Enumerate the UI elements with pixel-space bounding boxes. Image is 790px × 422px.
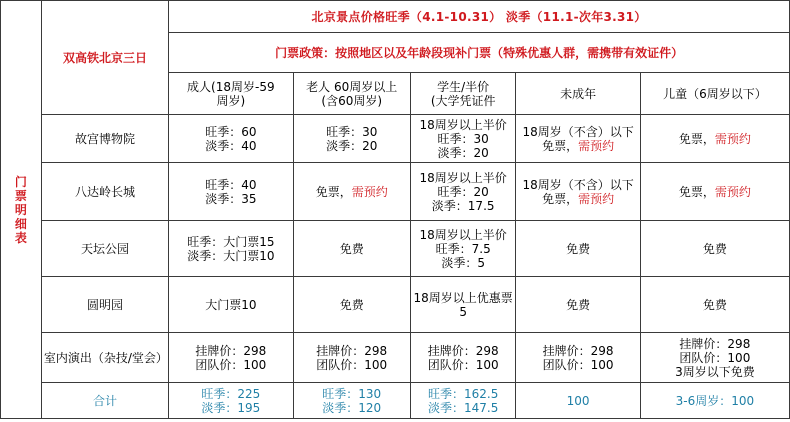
header-line: 成人(18周岁-59 — [187, 79, 275, 94]
table-row — [1, 163, 790, 221]
header-line: 未成年 — [560, 86, 597, 101]
elder-total — [293, 383, 410, 419]
price-line: 挂牌价：298 — [542, 343, 614, 358]
elder-price: 免费 — [293, 221, 410, 277]
price-line: 旺季：7.5 — [435, 241, 491, 256]
elder-price: 免费 — [293, 277, 410, 333]
child-price — [640, 115, 789, 163]
price-line: 3周岁以下免费 — [675, 364, 755, 379]
header-minor — [516, 73, 640, 115]
adult-price: 大门票10 — [169, 277, 293, 333]
price-line: 18周岁以上半价 — [419, 227, 507, 242]
price-line: 淡季：17.5 — [431, 198, 495, 213]
totals-label: 合计 — [41, 383, 168, 419]
price-line: 挂牌价：298 — [427, 343, 499, 358]
minor-price: 免费 — [516, 221, 640, 277]
total-line: 淡季：147.5 — [427, 400, 499, 415]
attraction-name: 天坛公园 — [41, 221, 168, 277]
total-line: 旺季：130 — [322, 386, 382, 401]
student-price — [410, 115, 516, 163]
price-line: 免票， — [315, 184, 352, 199]
price-line: 18周岁（不含）以下 — [522, 124, 634, 139]
table-row — [1, 115, 790, 163]
price-line: 淡季：大门票10 — [187, 248, 275, 263]
page-title: 北京景点价格旺季（4.1-10.31） 淡季（11.1-次年3.31） — [169, 1, 790, 33]
side-title-char: 票 — [14, 188, 27, 203]
price-line: 5 — [459, 304, 467, 319]
price-line: 免票， — [542, 138, 579, 153]
total-line: 淡季：120 — [322, 400, 382, 415]
side-title-char: 门 — [14, 174, 27, 189]
price-line: 旺季：40 — [205, 177, 257, 192]
price-line: 团队价：100 — [316, 357, 388, 372]
header-child — [640, 73, 789, 115]
student-price — [410, 163, 516, 221]
price-line: 团队价：100 — [679, 350, 751, 365]
adult-price — [169, 163, 293, 221]
price-line: 免票， — [542, 191, 579, 206]
minor-total: 100 — [516, 383, 640, 419]
price-line: 旺季：30 — [326, 124, 378, 139]
student-price — [410, 277, 516, 333]
price-line: 团队价：100 — [542, 357, 614, 372]
adult-price — [169, 333, 293, 383]
table-row — [1, 221, 790, 277]
header-line: 学生/半价 — [437, 79, 490, 94]
child-price — [640, 163, 789, 221]
price-line: 18周岁（不含）以下 — [522, 177, 634, 192]
header-student — [410, 73, 516, 115]
adult-total — [169, 383, 293, 419]
totals-row — [1, 383, 790, 419]
student-price — [410, 221, 516, 277]
child-price: 免费 — [640, 221, 789, 277]
price-line: 挂牌价：298 — [316, 343, 388, 358]
price-line: 18周岁以上半价 — [419, 170, 507, 185]
header-adult — [169, 73, 293, 115]
reservation-note: 需预约 — [578, 138, 615, 153]
reservation-note: 需预约 — [714, 131, 751, 146]
ticket-policy: 门票政策：按照地区以及年龄段现补门票（特殊优惠人群，需携带有效证件） — [169, 33, 790, 73]
price-line: 淡季：20 — [437, 145, 489, 160]
minor-price — [516, 163, 640, 221]
header-line: 儿童（6周岁以下） — [663, 86, 767, 101]
minor-price: 免费 — [516, 277, 640, 333]
elder-price — [293, 115, 410, 163]
side-title-char: 细 — [14, 216, 27, 231]
side-title-char: 明 — [14, 202, 27, 217]
price-line: 挂牌价：298 — [679, 336, 751, 351]
minor-price — [516, 115, 640, 163]
price-line: 旺季：大门票15 — [187, 234, 275, 249]
reservation-note: 需预约 — [714, 184, 751, 199]
price-line: 旺季：60 — [205, 124, 257, 139]
student-price — [410, 333, 516, 383]
price-line: 18周岁以上半价 — [419, 117, 507, 132]
adult-price — [169, 115, 293, 163]
table-row — [1, 277, 790, 333]
header-elder — [293, 73, 410, 115]
price-line: 淡季：20 — [326, 138, 378, 153]
attraction-name: 室内演出（杂技/堂会） — [41, 333, 168, 383]
elder-price — [293, 333, 410, 383]
total-line: 淡季：195 — [201, 400, 261, 415]
price-line: 团队价：100 — [195, 357, 267, 372]
header-line: (大学凭证件 — [430, 93, 496, 108]
trip-name: 双高铁北京三日 — [41, 1, 168, 115]
minor-price — [516, 333, 640, 383]
price-line: 挂牌价：298 — [195, 343, 267, 358]
header-line: (含60周岁) — [321, 93, 383, 108]
attraction-name: 故宫博物院 — [41, 115, 168, 163]
table-row — [1, 333, 790, 383]
total-line: 旺季：162.5 — [427, 386, 499, 401]
price-line: 淡季：5 — [441, 255, 485, 270]
reservation-note: 需预约 — [351, 184, 388, 199]
price-line: 免票， — [678, 131, 715, 146]
child-price: 免费 — [640, 277, 789, 333]
child-price — [640, 333, 789, 383]
child-total: 3-6周岁：100 — [640, 383, 789, 419]
price-line: 淡季：35 — [205, 191, 257, 206]
adult-price — [169, 221, 293, 277]
price-line: 旺季：20 — [437, 184, 489, 199]
side-title-char: 表 — [14, 230, 27, 245]
price-line: 团队价：100 — [427, 357, 499, 372]
attraction-name: 八达岭长城 — [41, 163, 168, 221]
elder-price — [293, 163, 410, 221]
reservation-note: 需预约 — [578, 191, 615, 206]
header-line: 周岁) — [216, 93, 246, 108]
price-line: 旺季：30 — [437, 131, 489, 146]
side-title — [1, 1, 42, 419]
total-line: 旺季：225 — [201, 386, 261, 401]
header-line: 老人 60周岁以上 — [306, 79, 398, 94]
price-line: 18周岁以上优惠票 — [413, 290, 513, 305]
student-total — [410, 383, 516, 419]
attraction-name: 圆明园 — [41, 277, 168, 333]
price-line: 淡季：40 — [205, 138, 257, 153]
price-line: 免票， — [678, 184, 715, 199]
